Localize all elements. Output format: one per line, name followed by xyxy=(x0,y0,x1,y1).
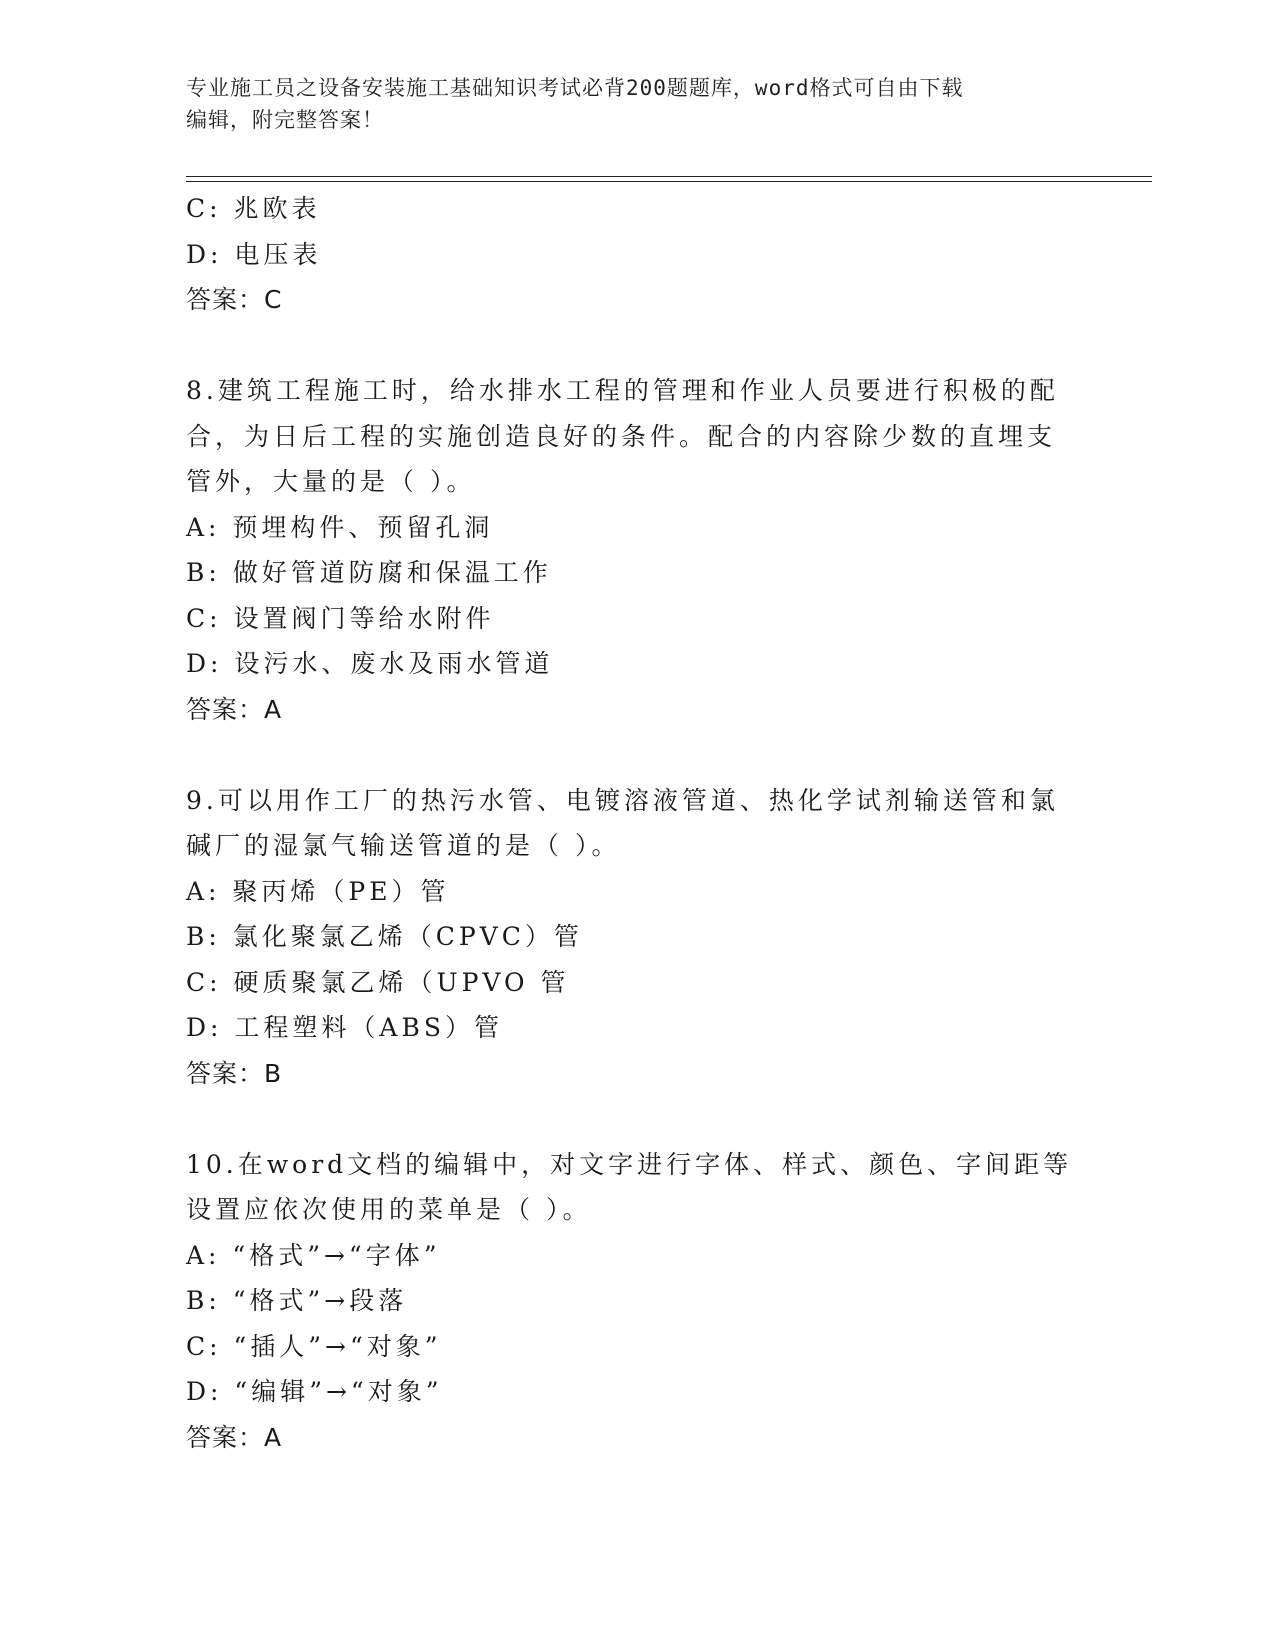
option-d: D: 电压表 xyxy=(186,239,322,269)
question-stem-line: 9.可以用作工厂的热污水管、电镀溶液管道、热化学试剂输送管和氯 xyxy=(186,785,1059,815)
answer-line: 答案：A xyxy=(186,694,283,724)
option-c: C: “插人”→“对象” xyxy=(186,1331,442,1361)
option-c: C: 设置阀门等给水附件 xyxy=(186,603,495,633)
question-stem-line: 管外，大量的是（ ）。 xyxy=(186,467,476,496)
option-c: C: 硬质聚氯乙烯（UPVO 管 xyxy=(186,967,570,997)
option-b: B: 氯化聚氯乙烯（CPVC）管 xyxy=(186,922,583,951)
header-divider-top xyxy=(186,176,1152,177)
option-d: D: 设污水、废水及雨水管道 xyxy=(186,649,554,678)
question-stem-line: 碱厂的湿氯气输送管道的是（ ）。 xyxy=(186,831,621,860)
header-divider-bottom xyxy=(186,181,1152,182)
option-b: B: 做好管道防腐和保温工作 xyxy=(186,558,552,587)
header-title-line-1: 专业施工员之设备安装施工基础知识考试必背200题题库，word格式可自由下载 xyxy=(186,76,964,100)
header-title-line-2: 编辑，附完整答案！ xyxy=(186,108,384,132)
option-a: A: “格式”→“字体” xyxy=(186,1240,441,1270)
answer-line: 答案：B xyxy=(186,1058,283,1088)
question-list xyxy=(186,186,1086,1460)
spacer xyxy=(186,1096,1086,1142)
option-a: A: 聚丙烯（PE）管 xyxy=(186,876,450,906)
answer-line: 答案：A xyxy=(186,1422,283,1452)
question-stem-line: 10.在word文档的编辑中，对文字进行字体、样式、颜色、字间距等 xyxy=(186,1149,1073,1179)
option-c: C: 兆欧表 xyxy=(186,194,321,223)
question-block-continued xyxy=(186,186,1086,323)
option-b: B: “格式”→段落 xyxy=(186,1286,408,1315)
question-stem-line: 8.建筑工程施工时，给水排水工程的管理和作业人员要进行积极的配 xyxy=(186,376,1059,405)
spacer xyxy=(186,732,1086,778)
question-stem-line: 设置应依次使用的菜单是（ ）。 xyxy=(186,1195,592,1224)
question-block-10 xyxy=(186,1142,1086,1461)
question-block-9 xyxy=(186,778,1086,1097)
answer-line: 答案：C xyxy=(186,285,283,314)
question-stem-line: 合，为日后工程的实施创造良好的条件。配合的内容除少数的直埋支 xyxy=(186,421,1057,451)
spacer xyxy=(186,323,1086,369)
question-block-8 xyxy=(186,368,1086,732)
option-a: A: 预埋构件、预留孔洞 xyxy=(186,512,494,542)
page-header xyxy=(186,72,1066,136)
option-d: D: 工程塑料（ABS）管 xyxy=(186,1013,503,1042)
option-d: D: “编辑”→“对象” xyxy=(186,1377,443,1406)
